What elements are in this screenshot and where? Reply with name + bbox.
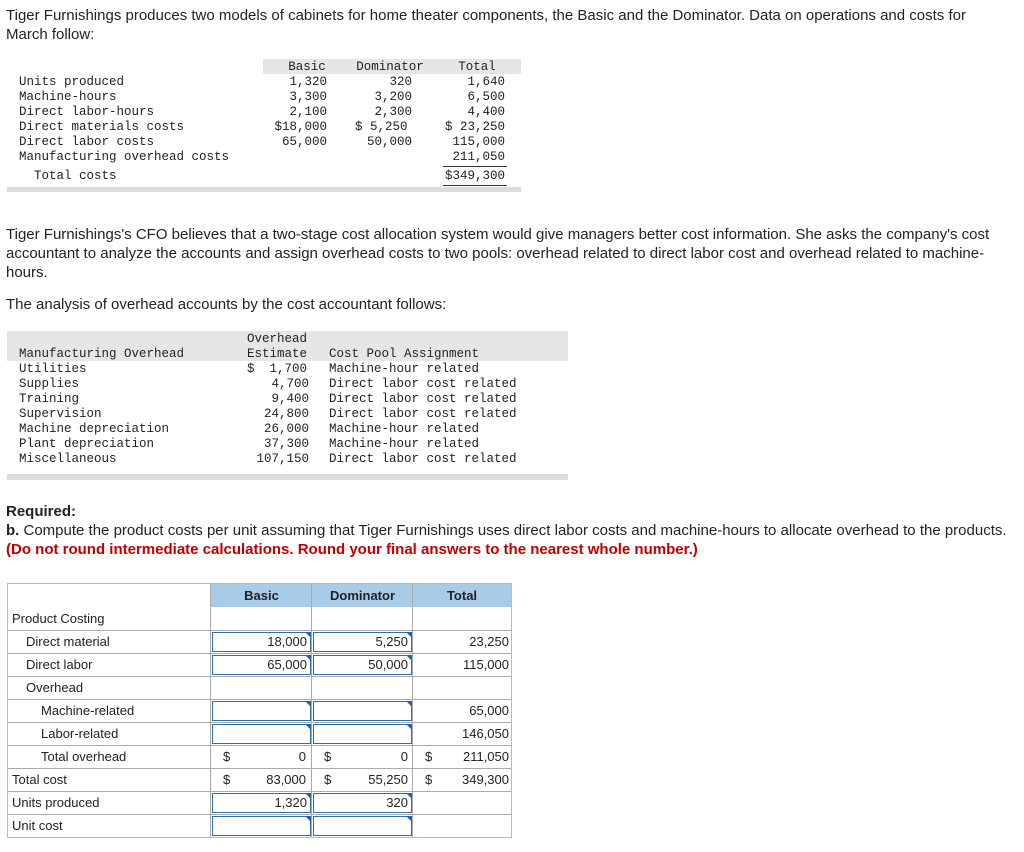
dollar-sign: $	[425, 772, 433, 787]
label-overhead: Overhead	[26, 680, 84, 695]
row-dom: 2,300	[374, 105, 412, 119]
units-basic-input[interactable]: 1,320	[212, 793, 311, 813]
col-total: Total	[458, 60, 496, 74]
row-basic: $18,000	[274, 120, 327, 134]
label-total-cost: Total cost	[12, 772, 67, 787]
row-pool: Machine-hour related	[329, 437, 480, 451]
row-label: Direct labor-hours	[19, 105, 155, 119]
rounding-note: (Do not round intermediate calculations. Round your final answers to the nearest whole number.)	[6, 541, 698, 558]
grid-col-basic: Basic	[211, 584, 312, 607]
row-label: Miscellaneous	[19, 452, 117, 466]
unit-cost-basic-input[interactable]	[212, 816, 311, 836]
row-dom: $ 5,250	[355, 120, 408, 134]
label-units-produced: Units produced	[12, 795, 100, 810]
labor-dominator-input[interactable]	[313, 724, 412, 744]
row-label: Machine depreciation	[19, 422, 170, 436]
row-total: 115,000	[452, 135, 505, 149]
col-cost-pool: Cost Pool Assignment	[329, 347, 480, 361]
product-costing-grid	[7, 583, 512, 838]
underline	[443, 166, 507, 167]
row-label: Direct materials costs	[19, 120, 185, 134]
row-estimate: 24,800	[263, 407, 309, 421]
row-label: Manufacturing overhead costs	[19, 150, 230, 164]
operations-table	[7, 59, 521, 192]
row-estimate: 26,000	[263, 422, 309, 436]
part-text: Compute the product costs per unit assuming that Tiger Furnishings uses direct labor costs and machine-hours to allocate overhead to the products.	[19, 522, 1007, 539]
label-total-overhead: Total overhead	[41, 749, 127, 764]
row-pool: Direct labor cost related	[329, 452, 517, 466]
machine-total: 65,000	[469, 703, 509, 718]
labor-total: 146,050	[462, 726, 509, 741]
row-basic: 65,000	[281, 135, 327, 149]
row-total: $ 23,250	[444, 120, 505, 134]
row-pool: Direct labor cost related	[329, 392, 517, 406]
row-estimate: 107,150	[256, 452, 309, 466]
col-mfg-overhead: Manufacturing Overhead	[19, 347, 185, 361]
row-basic: 2,100	[289, 105, 327, 119]
dm-total: 23,250	[469, 634, 509, 649]
grid-header-blank	[8, 584, 211, 607]
row-label: Supervision	[19, 407, 102, 421]
row-estimate: 37,300	[263, 437, 309, 451]
row-estimate: 4,700	[271, 377, 309, 391]
label-unit-cost: Unit cost	[12, 818, 63, 833]
row-total: 4,400	[467, 105, 505, 119]
dollar-sign: $	[324, 749, 332, 764]
required-b	[6, 521, 1016, 559]
total-cost-dominator: 55,250	[368, 772, 408, 787]
dollar-sign: $	[223, 772, 231, 787]
row-dom: 320	[389, 75, 412, 89]
total-overhead-basic: 0	[298, 749, 306, 764]
row-pool: Machine-hour related	[329, 362, 480, 376]
row-total: 1,640	[467, 75, 505, 89]
labor-basic-input[interactable]	[212, 724, 311, 744]
machine-basic-input[interactable]	[212, 701, 311, 721]
dollar-sign: $	[324, 772, 332, 787]
table-bottom-bar	[7, 187, 521, 192]
label-direct-material: Direct material	[26, 634, 110, 649]
dl-total: 115,000	[462, 657, 509, 672]
grid-row-line	[8, 676, 511, 677]
unit-cost-dominator-input[interactable]	[313, 816, 412, 836]
col-estimate-1: Overhead	[247, 332, 308, 346]
grid-divider	[210, 584, 211, 837]
table-bottom-bar	[7, 474, 568, 480]
row-label: Training	[19, 392, 80, 406]
col-estimate-2: Estimate	[247, 347, 308, 361]
grid-col-total: Total	[413, 584, 511, 607]
dm-dominator-input[interactable]: 5,250	[313, 632, 412, 652]
col-dominator: Dominator	[356, 60, 424, 74]
row-label: Supplies	[19, 377, 80, 391]
units-dominator-input[interactable]: 320	[313, 793, 412, 813]
grid-divider	[311, 584, 312, 837]
label-machine-related: Machine-related	[41, 703, 135, 718]
analysis-intro-text: The analysis of overhead accounts by the cost accountant follows:	[6, 296, 447, 313]
total-overhead-dominator: 0	[400, 749, 408, 764]
row-label: Units produced	[19, 75, 125, 89]
grid-row-line	[8, 814, 511, 815]
grid-col-dominator: Dominator	[312, 584, 413, 607]
grid-divider	[412, 584, 413, 837]
label-labor-related: Labor-related	[41, 726, 119, 741]
row-total: $349,300	[444, 169, 505, 183]
total-cost-basic: 83,000	[266, 772, 306, 787]
row-label: Utilities	[19, 362, 87, 376]
row-total: 211,050	[452, 150, 505, 164]
row-pool: Machine-hour related	[329, 422, 480, 436]
intro-text: Tiger Furnishings produces two models of cabinets for home theater components, the Basic and the Dominator. Data on operations and costs for March follow:	[6, 7, 966, 43]
machine-dominator-input[interactable]	[313, 701, 412, 721]
row-dom: 50,000	[366, 135, 412, 149]
row-estimate: 9,400	[271, 392, 309, 406]
total-overhead-total: 211,050	[462, 749, 509, 764]
row-label: Direct labor costs	[19, 135, 155, 149]
label-product-costing: Product Costing	[12, 611, 105, 626]
row-label: Machine-hours	[19, 90, 117, 104]
row-basic: 3,300	[289, 90, 327, 104]
label-direct-labor: Direct labor	[26, 657, 93, 672]
row-label: Plant depreciation	[19, 437, 155, 451]
col-basic: Basic	[288, 60, 326, 74]
row-estimate: $ 1,700	[247, 362, 308, 376]
dm-basic-input[interactable]: 18,000	[212, 632, 311, 652]
row-label: Total costs	[34, 169, 117, 183]
dl-dominator-input[interactable]: 50,000	[313, 655, 412, 675]
part-label: b.	[6, 522, 20, 539]
double-underline	[443, 185, 507, 186]
required-section	[6, 502, 1016, 559]
cfo-text: Tiger Furnishings's CFO believes that a two-stage cost allocation system would give managers better cost information. She asks the company's cost accountant to analyze the accounts and assign overhead costs to two pools: overhead related to direct labor cost and overhead related to machine-hours.	[6, 226, 990, 281]
dollar-sign: $	[223, 749, 231, 764]
row-pool: Direct labor cost related	[329, 407, 517, 421]
total-cost-total: 349,300	[462, 772, 509, 787]
row-total: 6,500	[467, 90, 505, 104]
row-pool: Direct labor cost related	[329, 377, 517, 391]
row-dom: 3,200	[374, 90, 412, 104]
required-title: Required:	[6, 503, 77, 520]
dl-basic-input[interactable]: 65,000	[212, 655, 311, 675]
row-basic: 1,320	[289, 75, 327, 89]
grid-row-line	[8, 768, 511, 769]
dollar-sign: $	[425, 749, 433, 764]
overhead-table	[7, 331, 568, 480]
